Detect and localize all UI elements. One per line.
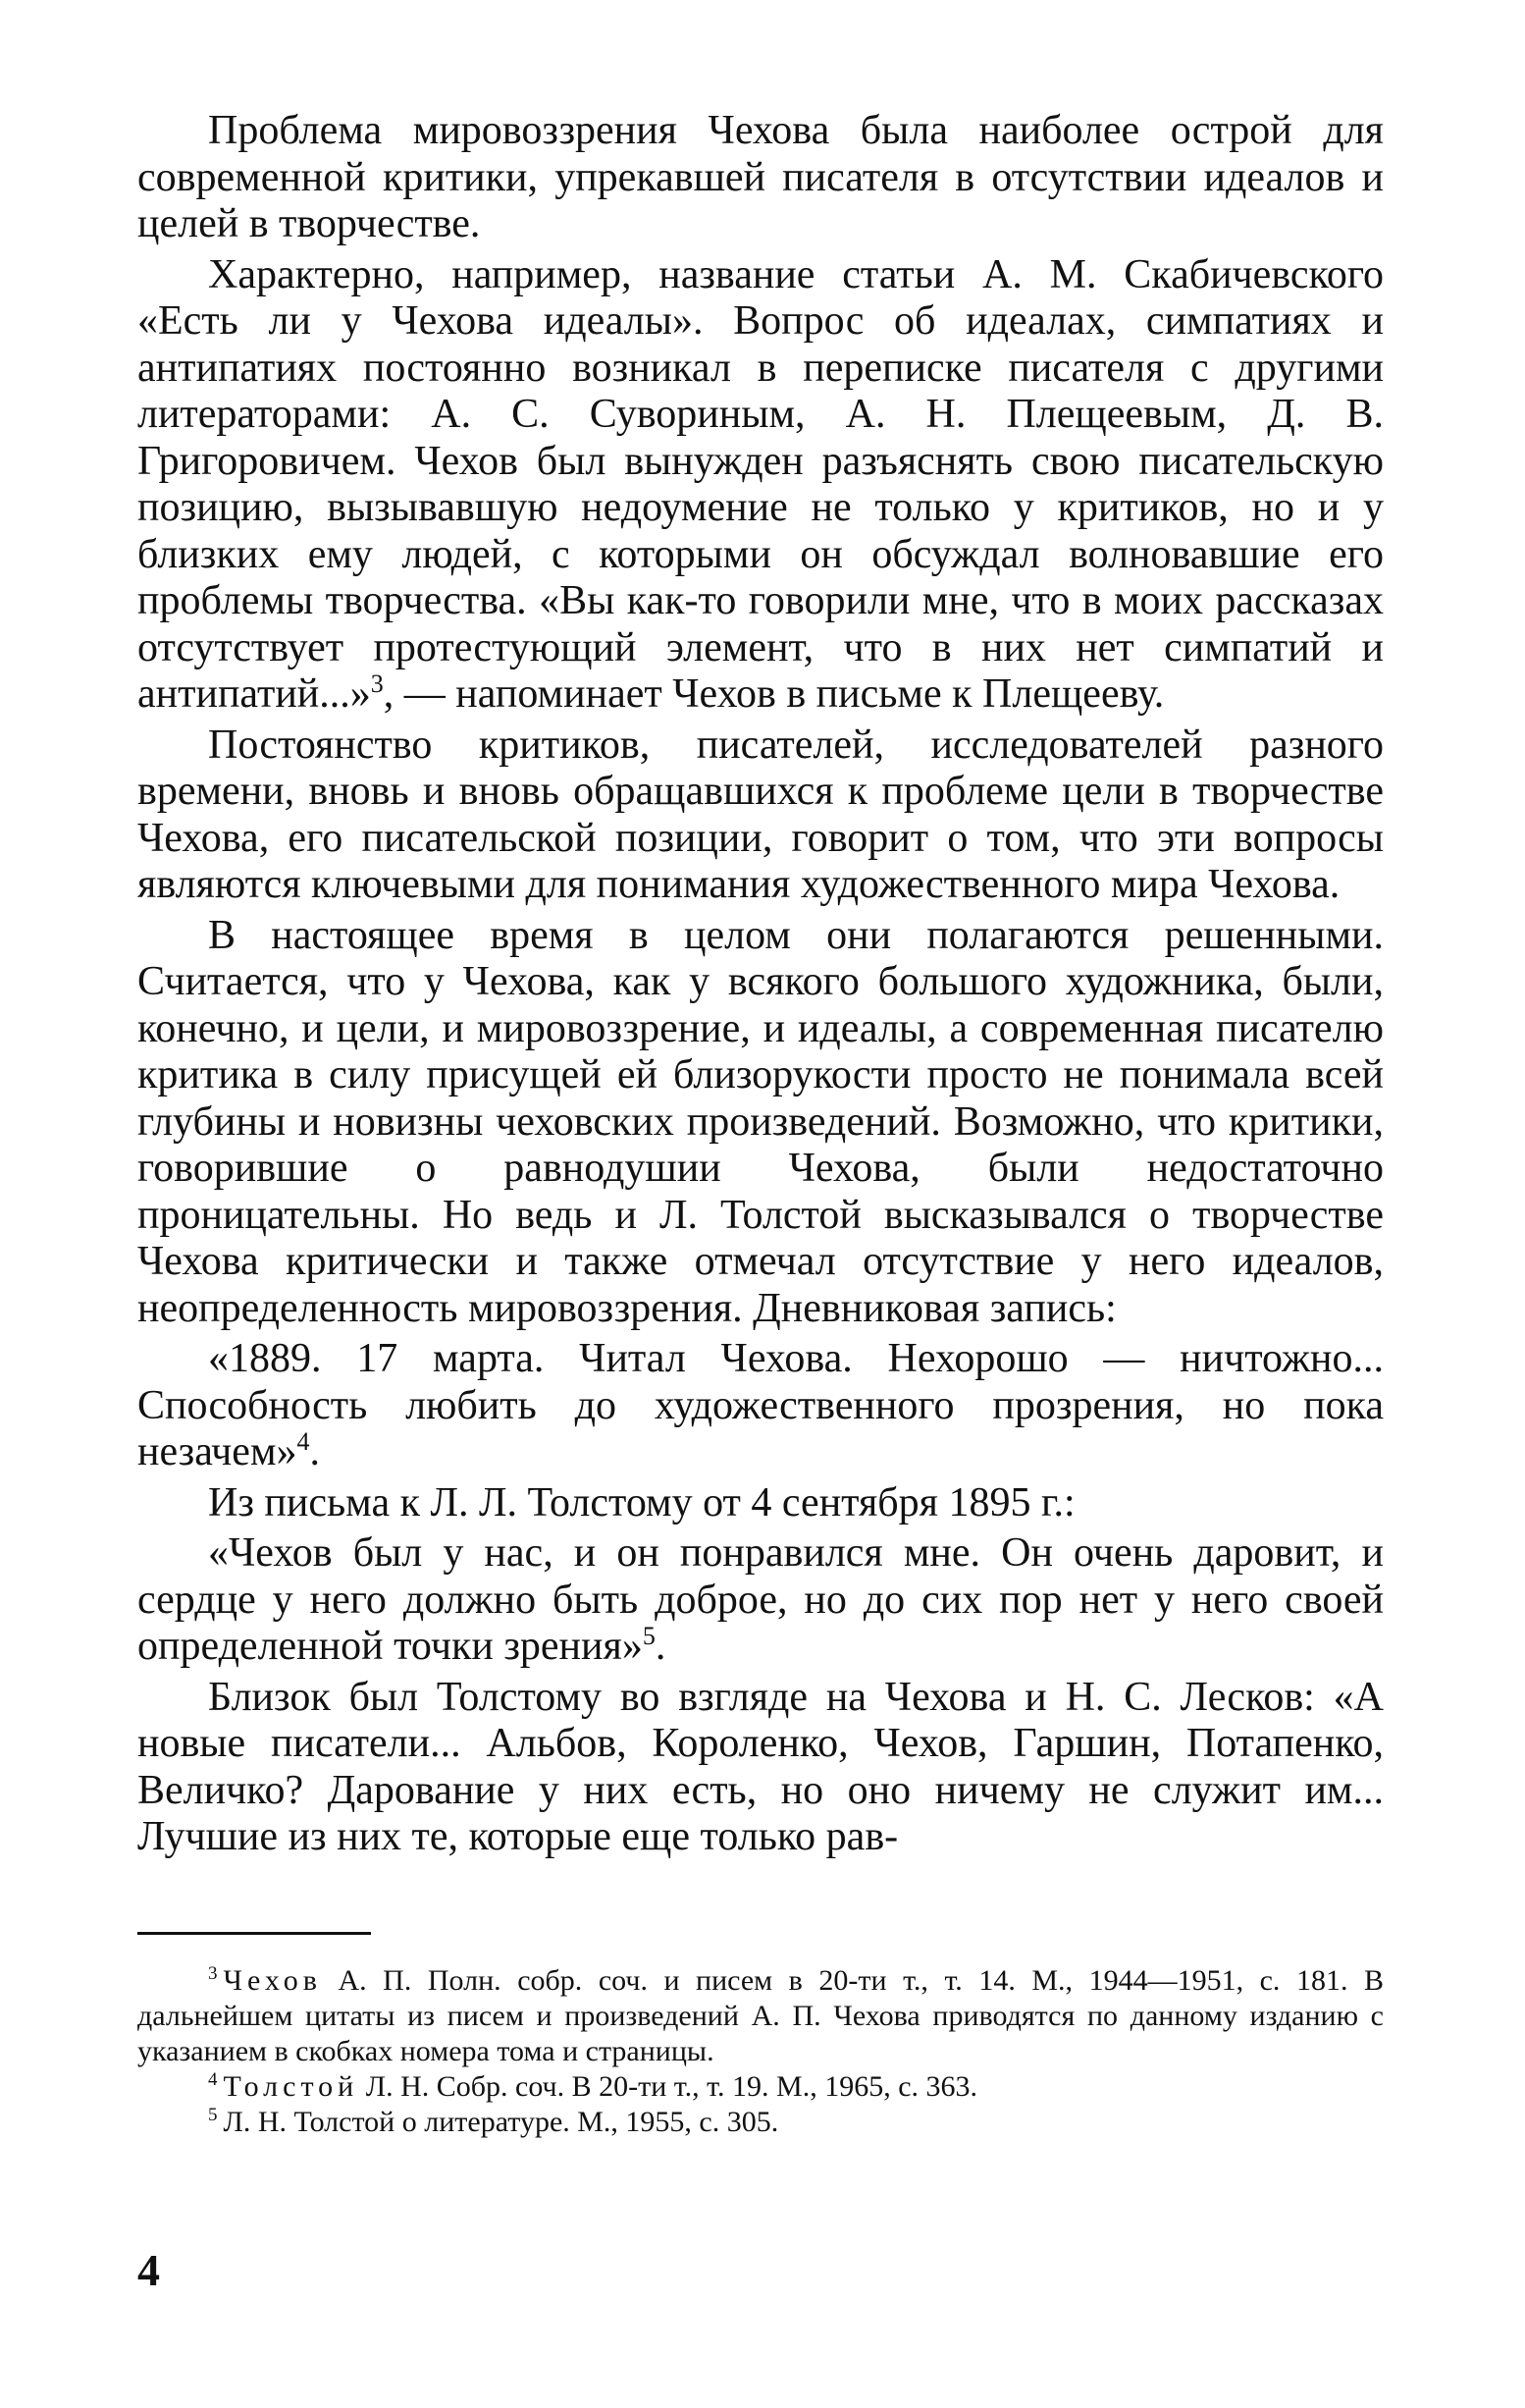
footnote-author: Толстой xyxy=(223,2070,359,2103)
footnote-separator xyxy=(137,1932,371,1935)
paragraph-2 xyxy=(137,252,1384,719)
paragraph-3: Постоянство критиков, писателей, исследователей разного времени, вновь и вновь обращавшихся к проблеме цели в творчестве Чехова, его писательской позиции, говорит о том, что эти вопросы являются ключевыми для понимания художественного мира Чехова. xyxy=(137,722,1384,907)
letter-intro: Из письма к Л. Л. Толстому от 4 сентября 1895 г.: xyxy=(208,1479,1076,1525)
footnote-number: 4 xyxy=(208,2069,218,2090)
letter-quote-text: «Чехов был у нас, и он понравился мне. Он очень даровит, и сердце у него должно быть доброе, но до сих пор нет у него своей определенной точки зрения» xyxy=(137,1530,1384,1669)
footnote-4 xyxy=(137,2069,1384,2105)
footnote-ref-4: 4 xyxy=(296,1427,310,1456)
footnotes xyxy=(137,1963,1384,2140)
footnote-text: Л. Н. Толстой о литературе. М., 1955, с. 305. xyxy=(223,2106,779,2138)
paragraph-4: В настоящее время в целом они полагаются решенными. Считается, что у Чехова, как у всякого большого художника, были, конечно, и цели, и мировоззрение, и идеалы, а современная писателю критика в силу присущей ей близорукости просто не понимала всей глубины и новизны чеховских произведений. Возможно, что критики, говорившие о равнодушии Чехова, были недостаточно проницательны. Но ведь и Л. Толстой высказывался о творчестве Чехова критически и также отмечал отсутствие у него идеалов, неопределенность мировоззрения. Дневниковая запись: xyxy=(137,912,1384,1331)
footnote-ref-5: 5 xyxy=(642,1622,656,1650)
paragraph-2-text: Характерно, например, название статьи А. М. Скабичевского «Есть ли у Чехова идеалы». Вопрос об идеалах, симпатиях и антипатиях постоянно возникал в переписке писателя с другими литераторами: А. С. Сувориным, А. Н. Плещеевым, Д. В. Григоровичем. Чехов был вынужден разъяснять свою писательскую позицию, вызывавшую недоумение не только у критиков, но и у близких ему людей, с которыми он обсуждал волновавшие его проблемы творчества. «Вы как-то говорили мне, что в моих рассказах отсутствует протестующий элемент, что в них нет симпатий и антипатий...» xyxy=(137,251,1384,717)
footnote-number: 5 xyxy=(208,2105,218,2125)
footnote-text: Л. Н. Собр. соч. В 20-ти т., т. 19. М., 1965, с. 363. xyxy=(358,2070,978,2103)
footnote-ref-3: 3 xyxy=(370,669,384,698)
letter-quote: «Чехов был у нас, и он понравился мне. Он очень даровит, и сердце у него должно быть доброе, но до сих пор нет у него своей определенной точки зрения»$^5$. xyxy=(137,1530,1384,1669)
footnote-text: А. П. Полн. собр. соч. и писем в 20-ти т., т. 14. М., 1944—1951, с. 181. В дальнейшем цитаты из писем и произведений А. П. Чехова приводятся по данному изданию с указанием в скобках номера тома и страницы. xyxy=(137,1964,1384,2067)
page-number: 4 xyxy=(137,2245,160,2295)
paragraph-leskov: Близок был Толстому во взгляде на Чехова и Н. С. Лесков: «А новые писатели... Альбов, Короленко, Чехов, Гаршин, Потапенко, Величко? Дарование у них есть, но оно ничему не служит им... Лучшие из них те, которые еще только рав- xyxy=(137,1674,1384,1859)
footnote-author: Чехов xyxy=(223,1964,322,1997)
footnote-3 xyxy=(137,1963,1384,2069)
paragraph-1: Проблема мировоззрения Чехова была наиболее острой для современной критики, упрекавшей писателя в отсутствии идеалов и целей в творчестве. xyxy=(137,108,1384,246)
paragraph-2-tail: , — напоминает Чехов в письме к Плещееву. xyxy=(383,671,1165,717)
diary-quote: «1889. 17 марта. Читал Чехова. Нехорошо — ничтожно... Способность любить до художественного прозрения, но пока незачем»$^4$. xyxy=(137,1336,1384,1474)
footnote-number: 3 xyxy=(208,1963,218,1984)
main-text xyxy=(137,108,1384,1865)
footnote-5 xyxy=(137,2105,1384,2140)
diary-quote-text: «1889. 17 марта. Читал Чехова. Нехорошо — ничтожно... Способность любить до художественного прозрения, но пока незачем» xyxy=(137,1336,1384,1474)
